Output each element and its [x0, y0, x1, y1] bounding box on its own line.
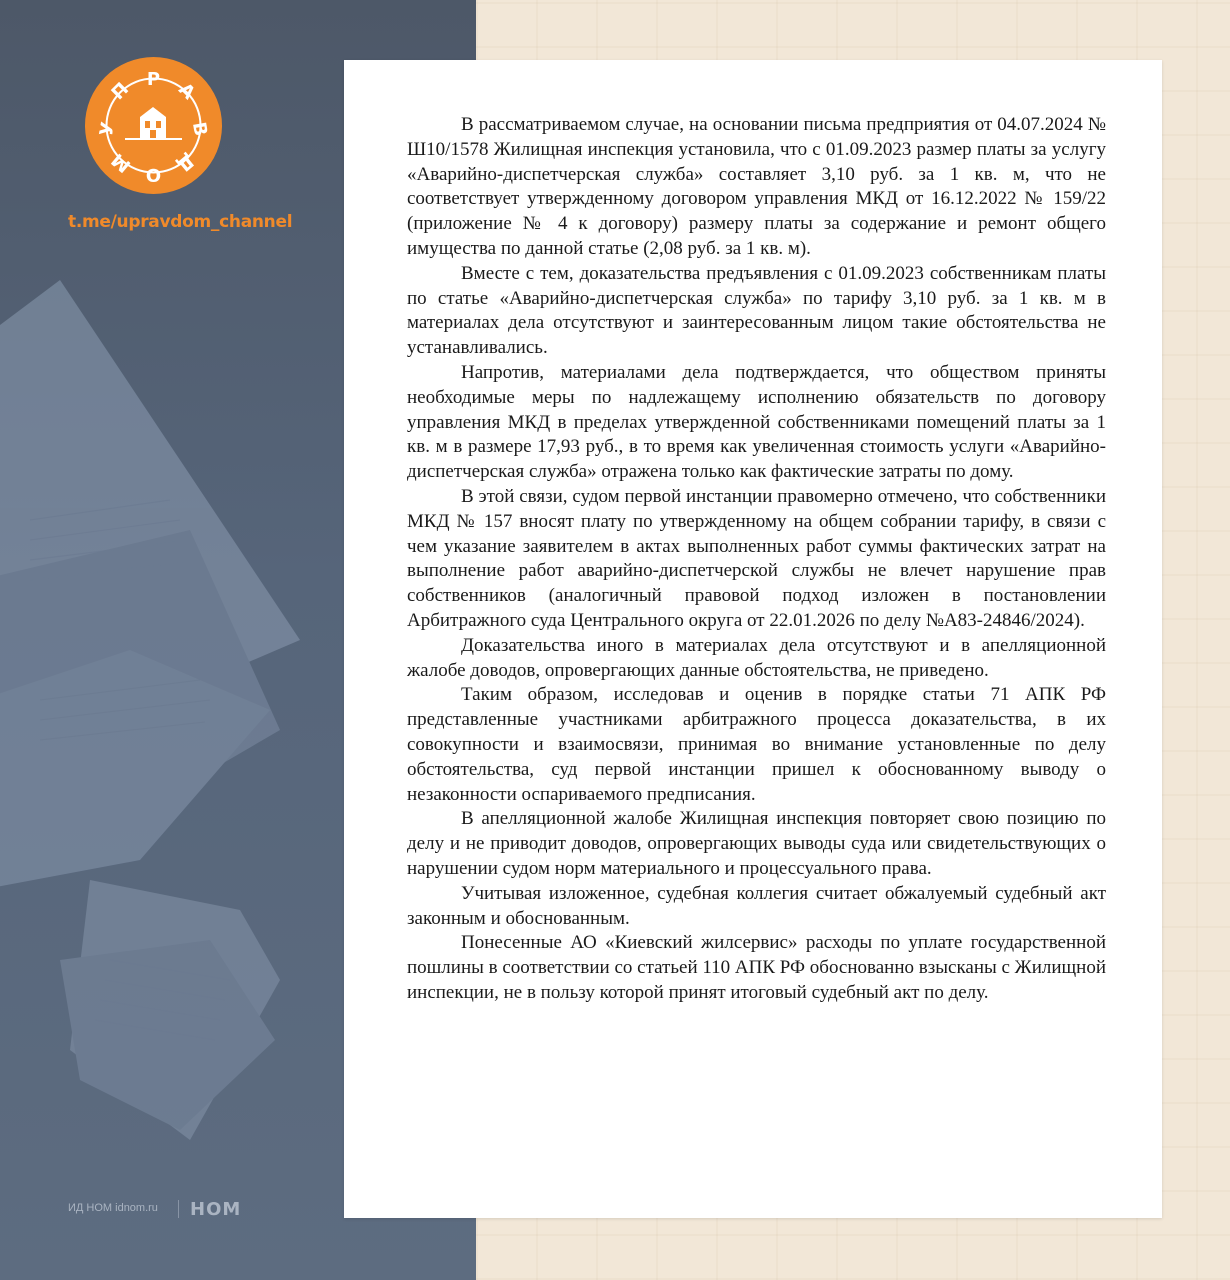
document-text [407, 113, 1106, 1006]
logo-letter: У [95, 120, 120, 138]
logo-letter: Р [146, 69, 161, 90]
logo-letter: П [107, 78, 134, 105]
upravdom-logo [85, 57, 222, 194]
publisher-logo: НОМ [190, 1199, 242, 1220]
paragraph: Напротив, материалами дела подтверждается, что обществом приняты необходимые меры по надлежащему исполнению обязательств по договору управления МКД в пределах утвержденной собственниками помещений платы за 1 кв. м в размере 17,93 руб., в то время как увеличенная стоимость услуги «Аварийно-диспетчерская служба» отражена только как фактические затраты по дому. [407, 361, 1106, 483]
paragraph: В этой связи, судом первой инстанции правомерно отмечено, что собственники МКД № 157 вносят плату по утвержденному на общем собрании тарифу, в связи с чем указание заявителем в актах выполненных работ суммы фактических затрат на выполнение работ аварийно-диспетчерской службы не влечет нарушение прав собственников (аналогичный правовой подход изложен в постановлении Арбитражного суда Центрального округа от 22.01.2026 по делу №А83-24846/2024). [407, 485, 1106, 631]
logo-letter: Д [172, 149, 199, 176]
paragraph: Таким образом, исследовав и оценив в порядке статьи 71 АПК РФ представленные участниками арбитражного процесса доказательства, в их совокупности и взаимосвязи, принимая во внимание установленные по делу обстоятельства, суд первой инстанции пришел к обоснованному выводу о незаконности оспариваемого предписания. [407, 684, 1106, 805]
paragraph: В апелляционной жалобе Жилищная инспекция повторяет свою позицию по делу и не приводит доводов, опровергающих выводы суда или свидетельствующих о нарушении судом норм материального и процессуального права. [407, 808, 1106, 879]
footer-divider [178, 1200, 179, 1218]
paragraph: Вместе с тем, доказательства предъявления с 01.09.2023 собственникам платы по статье «Аварийно-диспетчерская служба» по тарифу 3,10 руб. за 1 кв. м в материалах дела отсутствуют и заинтересованным лицом такие обстоятельства не устанавливались. [407, 262, 1106, 359]
publisher-credit: ИД НОМ idnom.ru [68, 1202, 158, 1214]
telegram-channel-link[interactable]: t.me/upravdom_channel [68, 212, 293, 232]
paragraph: Учитывая изложенное, судебная коллегия считает обжалуемый судебный акт законным и обоснованным. [407, 882, 1106, 929]
documents-illustration [0, 280, 330, 1140]
paragraph: Доказательства иного в материалах дела отсутствуют и в апелляционной жалобе доводов, опровергающих данные обстоятельства, не приведено. [407, 634, 1106, 681]
logo-letter: О [145, 164, 162, 185]
paragraph: В рассматриваемом случае, на основании письма предприятия от 04.07.2024 № Ш10/1578 Жилищная инспекция установила, что с 01.09.2023 размер платы за услугу «Аварийно-диспетчерская служба» составляет 3,10 руб. за 1 кв. м, что не соответствует утвержденному договором управления МКД от 16.12.2022 № 159/22 (приложение № 4 к договору) размеру платы за содержание и ремонт общего имущества по данной статье (2,08 руб. за 1 кв. м). [407, 114, 1106, 259]
logo-letter: А [174, 79, 199, 104]
logo-letter: М [107, 148, 135, 177]
logo-letter: В [187, 120, 212, 138]
paragraph: Понесенные АО «Киевский жилсервис» расходы по уплате государственной пошлины в соответствии со статьей 110 АПК РФ обоснованно взысканы с Жилищной инспекции, не в пользу которой принят итоговый судебный акт по делу. [407, 932, 1106, 1003]
